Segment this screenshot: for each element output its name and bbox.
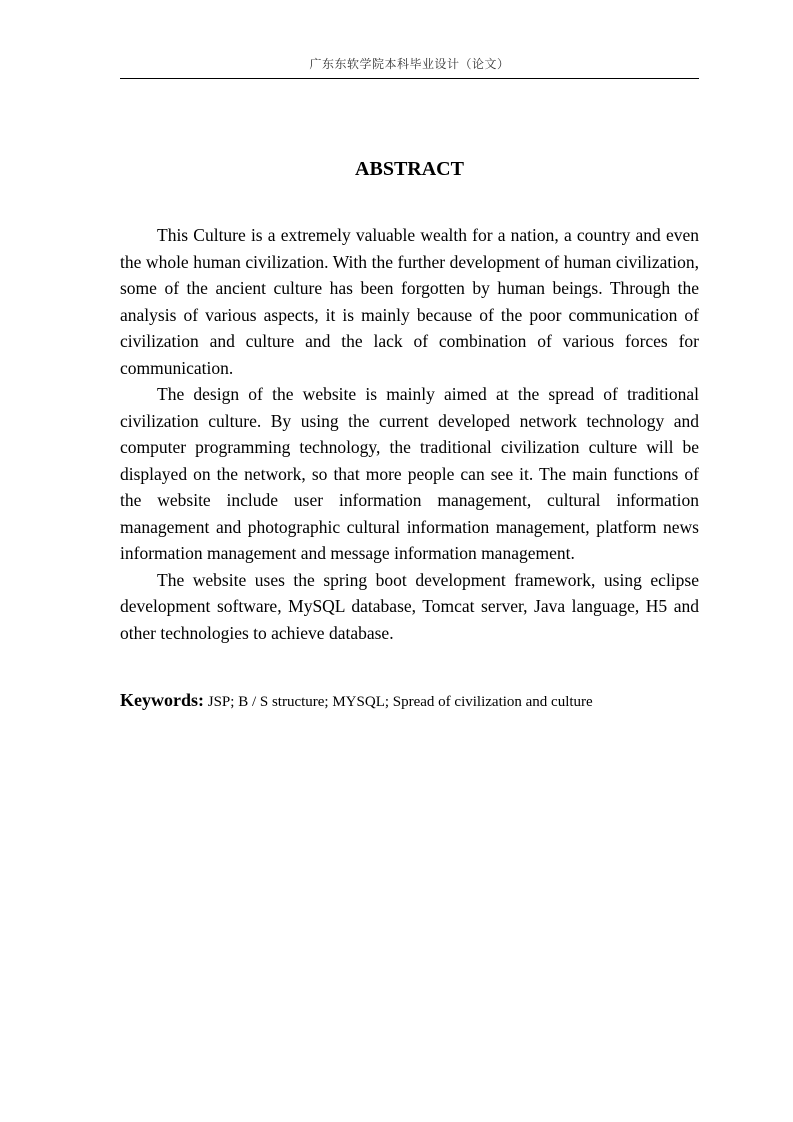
header-text: 广东东软学院本科毕业设计（论文） (309, 57, 510, 71)
abstract-paragraph-2: The design of the website is mainly aimed at the spread of traditional civilization culture. By using the current developed network technology and computer programming technology, the traditional civilization culture will be displayed on the network, so that more people can see it. The main functions of the website include user information management, cultural information management and photographic cultural information management, platform news information management and message information management. (120, 384, 699, 563)
abstract-paragraph-3: The website uses the spring boot development framework, using eclipse development software, MySQL database, Tomcat server, Java language, H5 and other technologies to achieve database. (120, 569, 699, 643)
keywords-value: JSP; B / S structure; MYSQL; Spread of civilization and culture (207, 694, 593, 710)
abstract-body (120, 222, 699, 646)
keywords-line (120, 688, 699, 714)
abstract-title: ABSTRACT (355, 158, 464, 180)
keywords-label: Keywords: (120, 690, 204, 710)
abstract-paragraph-1: This Culture is a extremely valuable wealth for a nation, a country and even the whole human civilization. With the further development of human civilization, some of the ancient culture has been forgotten by human beings. Through the analysis of various aspects, it is mainly because of the poor communication of civilization and culture and the lack of combination of various forces for communication. (120, 225, 699, 378)
page-header (120, 56, 699, 79)
